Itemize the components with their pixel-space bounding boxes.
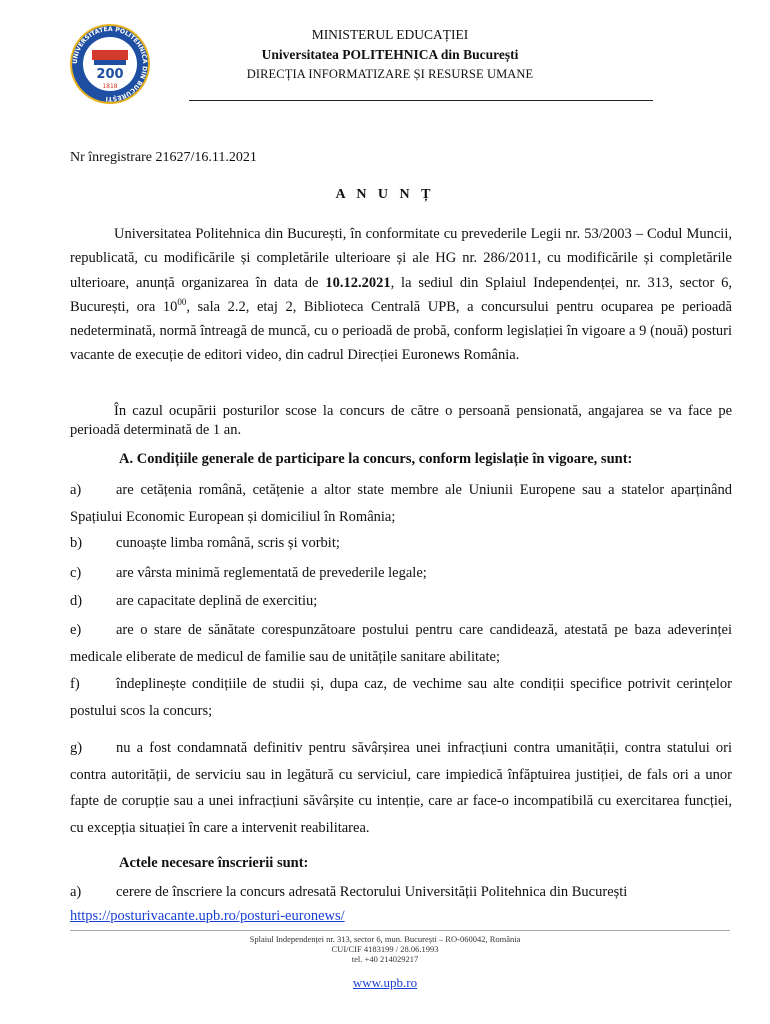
section-a-heading: A. Condițiile generale de participare la concurs, conform legislație în vigoare, sunt:	[119, 451, 633, 467]
condition-item: e) are o stare de sănătate corespunzătoare postului pentru care candidează, atestată pe baza adeverinței medicale eliberate de medicul de familie sau de unitățile sanitare abilitate;	[70, 622, 732, 665]
logo-number: 200	[96, 67, 124, 82]
condition-item: f) îndeplinește condițiile de studii și, dupa caz, de vechime sau alte condiții specifice potrivit cerințelor postului scos la concurs;	[70, 676, 732, 719]
ministry-name: MINISTERUL EDUCAȚIEI	[311, 27, 469, 42]
university-logo	[68, 22, 152, 106]
vacancies-link[interactable]: https://posturivacante.upb.ro/posturi-euronews/	[70, 908, 345, 924]
intro-paragraph: Universitatea Politehnica din București, în conformitate cu prevederile Legii nr. 53/2003 – Codul Muncii, republicată, cu modificările și completările ulterioare și ale HG nr. 286/2011, cu modificările și completările ulterioare, anunță organizarea în data de 10.12.2021, la sediul din Splaiul Independenței, nr. 313, sector 6, București, ora $10^{00}$, sala 2.2, etaj 2, Biblioteca Centrală UPB, a concursului pentru ocuparea pe perioadă nedeterminată, normă întreagă de muncă, cu o perioadă de probă, conform legislației în vigoare a 9 (nouă) posturi vacante de execuție de editori video, din cadrul Direcției Euronews România.	[70, 226, 732, 364]
condition-item: c) are vârsta minimă reglementată de prevederile legale;	[70, 565, 427, 581]
contest-date: 10.12.2021	[325, 274, 391, 291]
university-name: Universitatea POLITEHNICA din București	[261, 47, 519, 62]
announcement-title: A N U N Ț	[335, 187, 435, 202]
logo-building-roof	[92, 50, 128, 60]
header-divider	[189, 100, 653, 101]
footer-cui: CUI/CIF 4183199 / 28.06.1993	[331, 944, 439, 954]
hour-superscript: 00	[177, 297, 187, 308]
documents-heading: Actele necesare înscrierii sunt:	[119, 855, 309, 871]
footer-address: Splaiul Independenței nr. 313, sector 6, mun. București – RO-060042, România	[249, 934, 521, 944]
logo-year: 1818	[102, 83, 118, 90]
registration-number: Nr înregistrare 21627/16.11.2021	[70, 150, 257, 165]
website-link[interactable]: www.upb.ro	[352, 975, 418, 990]
condition-item: g) nu a fost condamnată definitiv pentru săvârșirea unei infracțiuni contra umanității, contra statului ori contra autorității, de serviciu sau in legătură cu serviciul, care impiedică înfăptuirea justiției, de fals ori a unor fapte de corupție sau a unei infracțiuni săvârșite cu intenție, care ar face-o incompatibilă cu exercitarea funcției, cu excepția situației în care a intervenit reabilitarea.	[70, 740, 732, 836]
condition-item: a) are cetățenia română, cetățenie a altor state membre ale Uniunii Europene sau a statelor aparținând Spațiului Economic European și domiciliul în România;	[70, 482, 732, 525]
logo-building-body	[94, 60, 126, 65]
logo-ring-text: UNIVERSITATEA POLITEHNICA DIN BUCUREȘTI	[71, 25, 149, 103]
footer-phone: tel. +40 214029217	[351, 954, 419, 964]
condition-item: b) cunoaște limba română, scris și vorbit;	[70, 535, 340, 551]
condition-item: d) are capacitate deplină de exercitiu;	[70, 593, 318, 609]
document-item: a) cerere de înscriere la concurs adresată Rectorului Universității Politehnica din București	[70, 884, 628, 900]
pension-note: În cazul ocupării posturilor scose la concurs de către o persoană pensionată, angajarea se va face pe perioadă determinată de 1 an.	[70, 403, 732, 438]
footer-divider	[70, 930, 730, 931]
directorate-name: DIRECȚIA INFORMATIZARE ȘI RESURSE UMANE	[246, 67, 534, 81]
